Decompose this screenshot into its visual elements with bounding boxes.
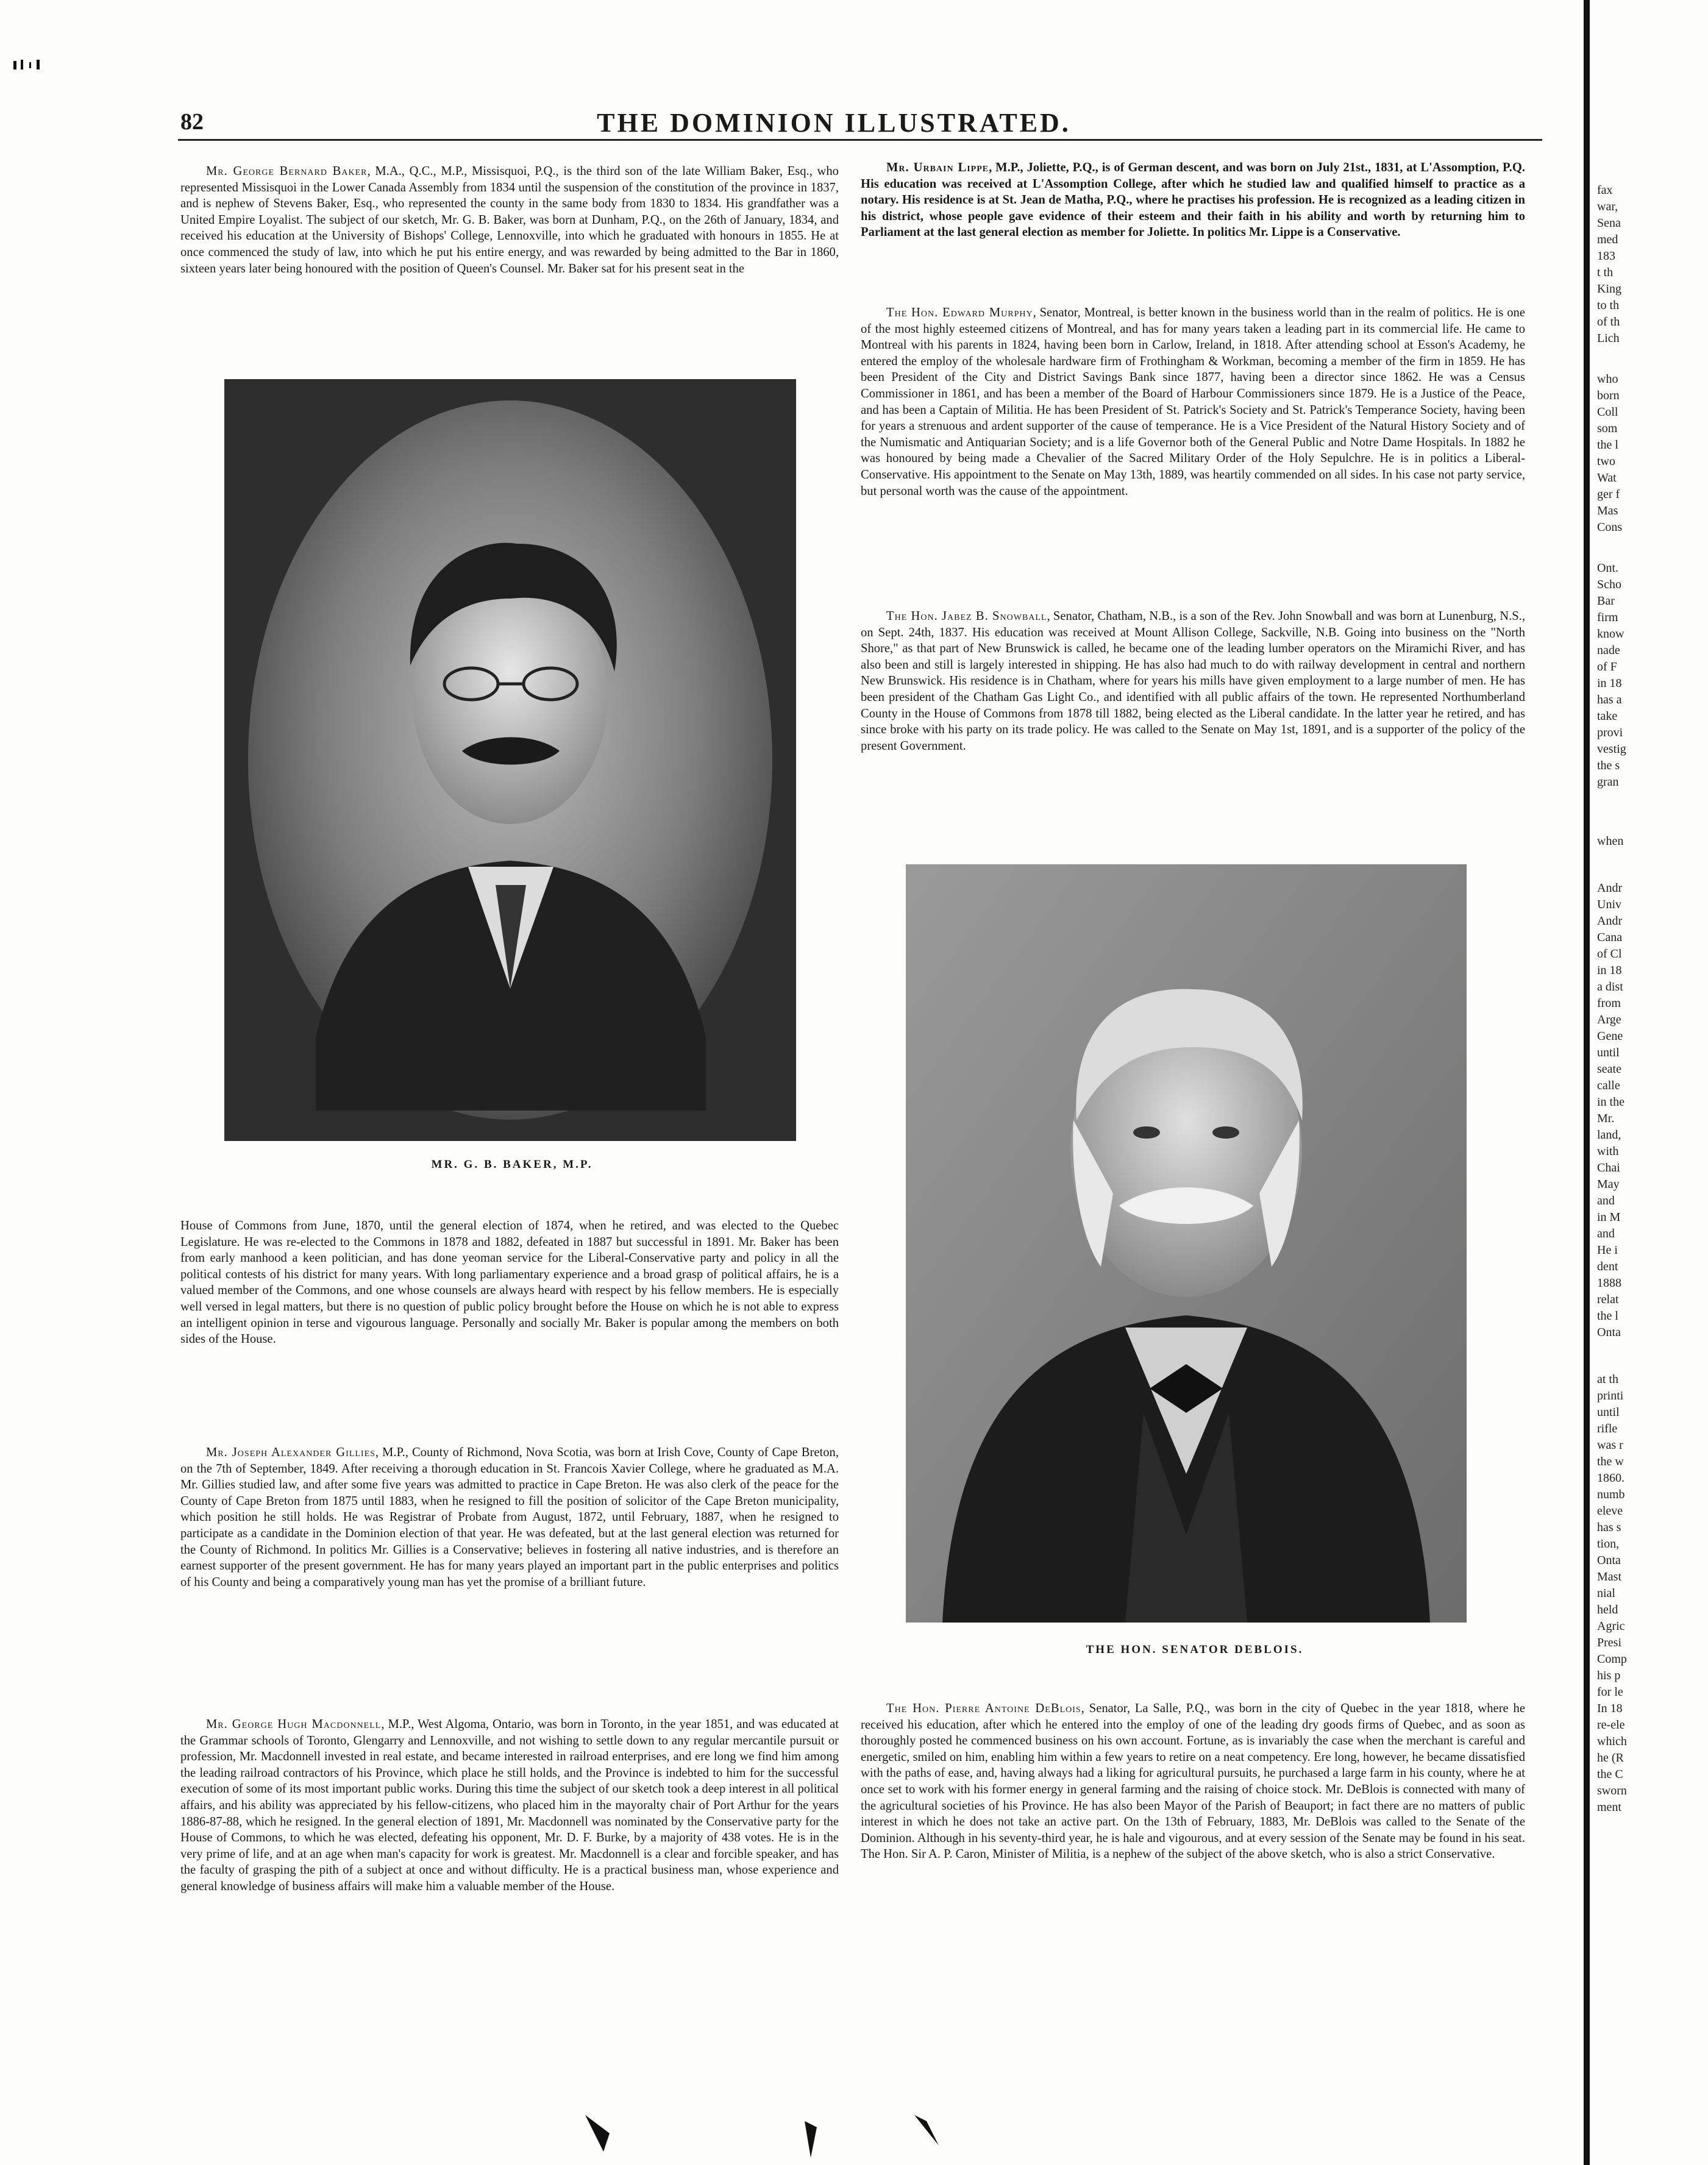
adjacent-page-fragment: re-ele: [1597, 1718, 1625, 1732]
bio-text: , M.P., County of Richmond, Nova Scotia, was born at Irish Cove, County of Cape Breton, on the 7th of September, 1849. After receiving a thorough education in St. Francois Xavier College, where he graduated as M.A. Mr. Gillies studied law, and after some five years was admitted to practice in Cape Breton. He was also clerk of the peace for the County of Cape Breton from 1875 until 1883, when he resigned to fill the position of solicitor of the Cape Breton municipality, which position he still holds. He was Registrar of Probate from August, 1872, until February, 1887, when he resigned to participate as a candidate in the Dominion election of that year. He was defeated, but at the last general election was returned for the County of Richmond. In politics Mr. Gillies is a Conservative; believes in fostering all native industries, and is therefore an earnest supporter of the present government. He has for many years played an important part in the public enterprises and politics of his County and being a comparatively young man has yet the promise of a brilliant future.: [180, 1446, 839, 1589]
portrait-baker-image: [224, 379, 796, 1141]
bio-name: The Hon. Jabez B. Snowball: [886, 610, 1047, 623]
adjacent-page-fragment: at th: [1597, 1373, 1618, 1386]
adjacent-page-fragment: Gene: [1597, 1029, 1623, 1043]
bio-text: , M.A., Q.C., M.P., Missisquoi, P.Q., is the third son of the late William Baker, Esq., who represented Missisquoi in the Lower Canada Assembly from 1834 until the suspension of the constitution of the province in 1837, and is nephew of Stevens Baker, Esq., who represented the county in the same body from 1830 to 1834. His grandfather was a United Empire Loyalist. The subject of our sketch, Mr. G. B. Baker, was born at Dunham, P.Q., on the 26th of January, 1834, and received his education at the University of Bishops' College, Lennoxville, into which he graduated with honours in 1855. He at once commenced the study of law, into which he put his entire energy, and was rewarded by being admitted to the Bar in 1860, sixteen years later being honoured with the position of Queen's Counsel. Mr. Baker sat for his present seat in the: [180, 165, 839, 276]
caption-baker: MR. G. B. BAKER, M.P.: [431, 1158, 593, 1171]
bio-text: , M.P., Joliette, P.Q., is of German descent, and was born on July 21st., 1831, at L'Assomption, P.Q. His education was received at L'Assomption College, after which he studied law and qualified himself to practice as a notary. His residence is at St. Jean de Matha, P.Q., where he practises his profession. He is recognized as a leading citizen in his district, whose people gave evidence of their esteem and their faith in his ability and worth by returning him to Parliament at the last general election as member for Joliette. In politics Mr. Lippe is a Conservative.: [861, 161, 1525, 240]
adjacent-page-fragment: ment: [1597, 1801, 1621, 1814]
adjacent-page-fragment: from: [1597, 997, 1621, 1010]
bio-macdonnell: [180, 1716, 839, 2070]
adjacent-page-fragment: and: [1597, 1194, 1615, 1207]
adjacent-page-fragment: Scho: [1597, 578, 1621, 591]
adjacent-page-fragment: held: [1597, 1603, 1618, 1616]
adjacent-page-fragment: Agric: [1597, 1619, 1625, 1633]
bio-text: House of Commons from June, 1870, until the general election of 1874, when he retired, and was elected to the Quebec Legislature. He was re-elected to the Commons in 1878 and 1882, defeated in 1887 but successful in 1891. Mr. Baker has been from early manhood a keen politician, and has done yeoman service for the Liberal-Conservative party and policy in all the political contests of his district for many years. With long parliamentary experience and a broad grasp of political affairs, he is a valued member of the Commons, and one whose counsels are always heard with respect by his fellow members. He is especially well versed in legal matters, but there is no question of public policy brought before the House on which he is not able to express an intelligent opinion in terse and vigourous language. Personally and socially Mr. Baker is popular among the members on both sides of the House.: [180, 1219, 839, 1346]
adjacent-page-fragment: nial: [1597, 1587, 1615, 1600]
adjacent-page-fragment: Wat: [1597, 471, 1617, 485]
adjacent-page-fragment: He i: [1597, 1243, 1618, 1257]
adjacent-page-fragment: Cana: [1597, 931, 1623, 944]
adjacent-page-fragment: relat: [1597, 1293, 1619, 1306]
adjacent-page-fragment: eleve: [1597, 1504, 1623, 1518]
adjacent-page-fragment: vestig: [1597, 742, 1626, 756]
adjacent-page-fragment: Comp: [1597, 1652, 1627, 1666]
bio-name: Mr. George Bernard Baker: [206, 165, 368, 178]
adjacent-page-fragment: Andr: [1597, 914, 1623, 928]
adjacent-page-fragment: calle: [1597, 1079, 1620, 1092]
adjacent-page-fragment: in M: [1597, 1210, 1621, 1224]
bio-name: The Hon. Edward Murphy: [886, 306, 1033, 319]
adjacent-page-fragment: som: [1597, 422, 1618, 435]
bio-name: The Hon. Pierre Antoine DeBlois: [886, 1702, 1081, 1715]
scan-specks: [12, 55, 49, 73]
adjacent-page-fragment: printi: [1597, 1389, 1624, 1402]
portrait-deblois-image: [906, 864, 1467, 1623]
bio-lippe: [861, 160, 1525, 294]
portrait-deblois: [906, 864, 1467, 1623]
adjacent-page-fragment: Onta: [1597, 1326, 1621, 1339]
adjacent-page-edge: [1591, 0, 1708, 2165]
adjacent-page-fragment: Mas: [1597, 504, 1618, 517]
bio-name: Mr. Urbain Lippe: [886, 161, 989, 174]
adjacent-page-fragment: until: [1597, 1046, 1620, 1059]
adjacent-page-fragment: ger f: [1597, 488, 1620, 501]
adjacent-page-fragment: of Cl: [1597, 947, 1622, 961]
adjacent-page-fragment: a dist: [1597, 980, 1623, 994]
scan-bottom-specks: [0, 2109, 1708, 2165]
adjacent-page-fragment: has a: [1597, 693, 1622, 706]
adjacent-page-fragment: Ont.: [1597, 561, 1618, 575]
adjacent-page-fragment: of th: [1597, 315, 1620, 329]
adjacent-page-fragment: Arge: [1597, 1013, 1621, 1026]
header-rule: [178, 139, 1542, 141]
adjacent-page-fragment: take: [1597, 709, 1618, 723]
adjacent-page-fragment: which: [1597, 1735, 1627, 1748]
adjacent-page-fragment: Onta: [1597, 1554, 1621, 1567]
bio-gillies: [180, 1445, 839, 1694]
adjacent-page-fragment: gran: [1597, 775, 1619, 789]
adjacent-page-fragment: fax: [1597, 183, 1613, 197]
adjacent-page-fragment: Univ: [1597, 898, 1621, 911]
adjacent-page-fragment: dent: [1597, 1260, 1618, 1273]
bio-text: , M.P., West Algoma, Ontario, was born in Toronto, in the year 1851, and was educated at the Grammar schools of Toronto, Glengarry and Lennoxville, and not wishing to settle down to any regular mercantile pursuit or profession, Mr. Macdonnell invested in real estate, and became interested in railroad enterprises, and ere long we find him among the leading railroad contractors of his Province, which place he still holds, and the Province is indebted to him for the successful execution of some of its most important public works. During this time the subject of our sketch took a deep interest in all political affairs, and his ability was appreciated by his fellow-citizens, who placed him in the mayoralty chair of Port Arthur for the years 1886-87-88, which he resigned. In the general election of 1891, Mr. Macdonnell was nominated by the Conservative party for the House of Commons, to which he was elected, defeating his opponent, Mr. D. F. Burke, by a majority of 438 votes. He is in the very prime of life, and at an age when man's capacity for work is greatest. Mr. Macdonnell is a clear and forcible speaker, and has the faculty of grasping the pith of a subject at once and without difficulty. He is a practical business man, whose experience and general knowledge of business affairs will make him a valuable member of the House.: [180, 1718, 839, 1893]
adjacent-page-fragment: numb: [1597, 1488, 1625, 1501]
adjacent-page-fragment: to th: [1597, 299, 1620, 312]
adjacent-page-fragment: for le: [1597, 1685, 1623, 1699]
adjacent-page-fragment: seate: [1597, 1062, 1621, 1076]
adjacent-page-fragment: Presi: [1597, 1636, 1621, 1649]
adjacent-page-fragment: when: [1597, 834, 1624, 848]
adjacent-page-fragment: until: [1597, 1406, 1620, 1419]
adjacent-page-fragment: Bar: [1597, 594, 1615, 608]
adjacent-page-fragment: know: [1597, 627, 1624, 641]
adjacent-page-fragment: in 18: [1597, 964, 1622, 977]
adjacent-page-fragment: war,: [1597, 200, 1618, 213]
bio-text: , Senator, Chatham, N.B., is a son of the Rev. John Snowball and was born at Lunenburg, N.S., on Sept. 24th, 1837. His education was received at Mount Allison College, Sackville, N.B. Going into business on the "North Shore," as that part of New Brunswick is called, he became one of the leading lumber operators on the Miramichi River, and has also been and still is largely interested in shipping. He has also had much to do with railway development in central and northern New Brunswick. His residence is in Chatham, where for years his mills have given employment to a large number of men. He has been president of the Chatham Gas Light Co., and identified with all public affairs of the town. He represented Northumberland County in the House of Commons from 1878 till 1882, being elected as the Liberal candidate. In the latter year he retired, and has since broke with his party on its trade policy. He was called to the Senate on May 1st, 1891, and is a supporter of the policy of the present Government.: [861, 610, 1525, 753]
adjacent-page-fragment: his p: [1597, 1669, 1621, 1682]
bio-text: , Senator, La Salle, P.Q., was born in the city of Quebec in the year 1818, where he received his education, after which he entered into the employ of one of the leading dry goods firms of Quebec, and as soon as thoroughly posted he commenced business on his own account. Fortune, as is invariably the case when the merchant is careful and energetic, smiled on him, enabling him within a few years to retire on a neat competency. Ere long, however, he became dissatisfied with the paths of ease, and, having always had a liking for agricultural pursuits, he purchased a large farm in his county, where he at once set to work with his former energy in general farming and the raising of choice stock. Mr. DeBlois is connected with many of the agricultural societies of his Province. He has also been Mayor of the Parish of Beauport; in fact there are no matters of public interest in which he does not take an active part. On the 13th of February, 1883, Mr. DeBlois was called to the Senate of the Dominion. Although in his seventy-third year, he is hale and vigourous, and at every session of the Senate may be found in his seat. The Hon. Sir A. P. Caron, Minister of Militia, is a nephew of the subject of the above sketch, who is also a strict Conservative.: [861, 1702, 1525, 1861]
adjacent-page-fragment: Mr.: [1597, 1112, 1615, 1125]
adjacent-page-fragment: and: [1597, 1227, 1615, 1240]
adjacent-page-fragment: the C: [1597, 1768, 1623, 1781]
adjacent-page-fragment: 1860.: [1597, 1471, 1624, 1485]
bio-baker-part1: [180, 163, 839, 331]
masthead-title: THE DOMINION ILLUSTRATED.: [597, 108, 1071, 138]
portrait-baker: [224, 379, 796, 1141]
page-number: 82: [180, 109, 204, 135]
adjacent-page-fragment: in the: [1597, 1095, 1624, 1109]
adjacent-page-fragment: the l: [1597, 438, 1618, 452]
adjacent-page-fragment: has s: [1597, 1521, 1621, 1534]
adjacent-page-fragment: the s: [1597, 759, 1620, 772]
adjacent-page-fragment: two: [1597, 455, 1615, 468]
bio-name: Mr. Joseph Alexander Gillies: [206, 1446, 375, 1459]
adjacent-page-fragment: 183: [1597, 249, 1615, 263]
adjacent-page-fragment: nade: [1597, 644, 1620, 657]
adjacent-page-fragment: Mast: [1597, 1570, 1621, 1584]
adjacent-page-fragment: provi: [1597, 726, 1623, 739]
adjacent-page-fragment: Coll: [1597, 405, 1618, 419]
adjacent-page-fragment: Sena: [1597, 216, 1621, 230]
adjacent-page-fragment: with: [1597, 1145, 1619, 1158]
adjacent-page-fragment: firm: [1597, 611, 1618, 624]
adjacent-page-fragment: was r: [1597, 1438, 1623, 1452]
adjacent-page-fragment: sworn: [1597, 1784, 1627, 1797]
adjacent-page-fragment: med: [1597, 233, 1618, 246]
adjacent-page-fragment: he (R: [1597, 1751, 1624, 1765]
adjacent-page-fragment: Lich: [1597, 332, 1620, 345]
adjacent-page-fragment: Andr: [1597, 881, 1623, 895]
adjacent-page-fragment: Cons: [1597, 521, 1623, 534]
adjacent-page-fragment: of F: [1597, 660, 1617, 674]
adjacent-page-fragment: t th: [1597, 266, 1614, 279]
adjacent-page-fragment: in 18: [1597, 677, 1622, 690]
adjacent-page-fragment: In 18: [1597, 1702, 1623, 1715]
adjacent-page-fragment: who: [1597, 372, 1618, 386]
bio-baker-part2: [180, 1218, 839, 1401]
bio-deblois: [861, 1701, 1525, 2042]
caption-deblois: THE HON. SENATOR DEBLOIS.: [1086, 1643, 1304, 1656]
adjacent-page-fragment: May: [1597, 1178, 1620, 1191]
bio-murphy: [861, 305, 1525, 597]
bio-text: , Senator, Montreal, is better known in the business world than in the realm of politics. He is one of the most highly esteemed citizens of Montreal, and has for many years taken a leading part in its commercial life. He came to Montreal with his parents in 1824, having been born in Carlow, Ireland, in 1818. After attending school at Esson's Academy, he entered the employ of the wholesale hardware firm of Frothingham & Workman, becoming a member of the firm in 1859. He has been President of the City and District Savings Bank since 1877, having been a director since 1862. He was a Census Commissioner in 1861, and has been a member of the Board of Harbour Commissioners since 1879. He is a Justice of the Peace, and has been a Captain of Militia. He has been President of St. Patrick's Society and St. Patrick's Temperance Society, having been for years a strenuous and ardent supporter of the cause of temperance. He is a Vice President of the Natural History Society and of the Numismatic and Antiquarian Society; and is a life Governor both of the General Public and Notre Dame Hospitals. In 1882 he was honoured by being made a Chevalier of the Sacred Military Order of the Holy Sepulchre. He is in politics a Liberal-Conservative. His appointment to the Senate on May 13th, 1889, was heartily commended on all sides. In his case not party service, but personal worth was the cause of the appointment.: [861, 306, 1525, 498]
page-gutter: [1584, 0, 1590, 2165]
adjacent-page-fragment: the l: [1597, 1309, 1618, 1323]
bio-snowball: [861, 608, 1525, 834]
adjacent-page-fragment: tion,: [1597, 1537, 1620, 1551]
adjacent-page-fragment: the w: [1597, 1455, 1624, 1468]
adjacent-page-fragment: born: [1597, 389, 1620, 402]
adjacent-page-fragment: Chai: [1597, 1161, 1620, 1175]
adjacent-page-fragment: rifle: [1597, 1422, 1618, 1435]
adjacent-page-fragment: King: [1597, 282, 1621, 296]
adjacent-page-fragment: 1888: [1597, 1276, 1621, 1290]
adjacent-page-fragment: land,: [1597, 1128, 1621, 1142]
bio-name: Mr. George Hugh Macdonnell: [206, 1718, 382, 1731]
